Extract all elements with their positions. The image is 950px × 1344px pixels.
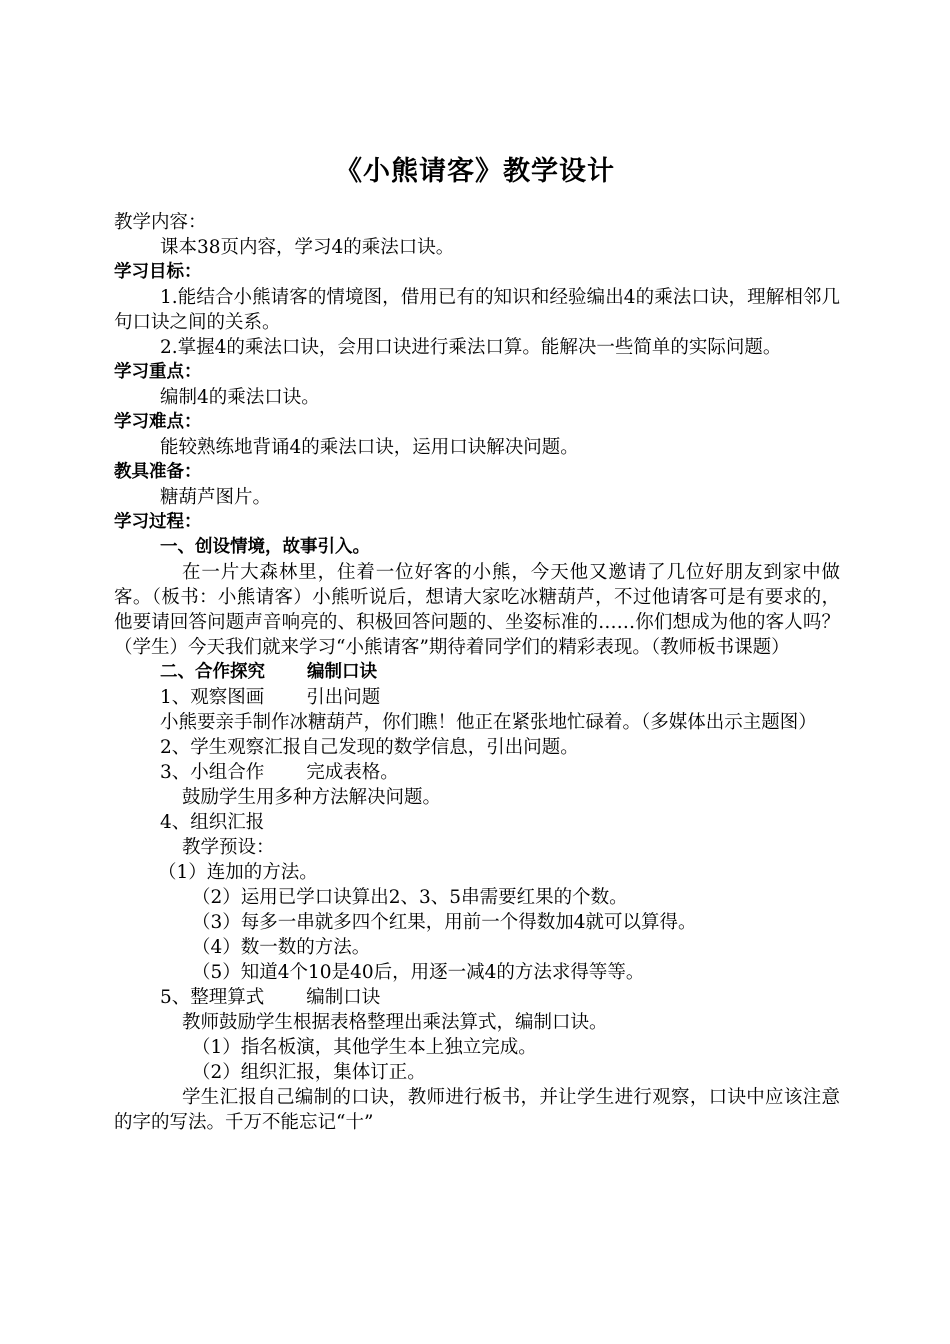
sub-item-1: （1）指名板演，其他学生本上独立完成。 [192, 1037, 537, 1058]
document-body [114, 210, 840, 1135]
subheading-step-1: 一、创设情境，故事引入。 [160, 537, 370, 557]
paragraph-difficulties: 能较熟练地背诵4的乘法口诀，运用口诀解决问题。 [160, 437, 579, 458]
paragraph-final: 学生汇报自己编制的口诀，教师进行板书，并让学生进行观察，口诀中应该注意的字的写法。千万不能忘记“十” [114, 1087, 840, 1133]
heading-materials: 教具准备： [114, 462, 202, 482]
paragraph-encourage: 鼓励学生用多种方法解决问题。 [182, 787, 442, 808]
item-organize-formulas-part-a: 5、整理算式 [160, 987, 265, 1008]
preset-2: （2）运用已学口诀算出2、3、5串需要红果的个数。 [192, 887, 628, 908]
preset-4: （4）数一数的方法。 [192, 937, 371, 958]
heading-key-points: 学习重点： [114, 362, 202, 382]
paragraph-materials: 糖葫芦图片。 [160, 487, 272, 508]
subheading-step-2-part-b: 编制口诀 [307, 662, 377, 682]
item-organize-formulas [114, 985, 840, 1010]
paragraph-teacher-encourage: 教师鼓励学生根据表格整理出乘法算式，编制口诀。 [182, 1012, 608, 1033]
item-observe [114, 685, 840, 710]
item-organize-formulas-part-b: 编制口诀 [306, 987, 381, 1008]
item-organize-report: 4、组织汇报 [160, 812, 265, 833]
item-report-info: 2、学生观察汇报自己发现的数学信息，引出问题。 [160, 737, 579, 758]
preset-1: （1）连加的方法。 [158, 862, 318, 883]
section-label-content: 教学内容： [114, 212, 207, 233]
item-observe-part-b: 引出问题 [306, 687, 381, 708]
subheading-step-2-part-a: 二、合作探究 [160, 662, 265, 682]
heading-process: 学习过程： [114, 512, 202, 532]
paragraph-observe: 小熊要亲手制作冰糖葫芦，你们瞧！他正在紧张地忙碌着。（多媒体出示主题图） [160, 712, 817, 733]
sub-item-2: （2）组织汇报，集体订正。 [192, 1062, 426, 1083]
heading-difficulties: 学习难点： [114, 412, 202, 432]
document-title: 《小熊请客》教学设计 [335, 156, 615, 187]
item-group-work [114, 760, 840, 785]
preset-3: （3）每多一串就多四个红果，用前一个得数加4就可以算得。 [192, 912, 697, 933]
paragraph-content: 课本38页内容，学习4的乘法口诀。 [160, 237, 455, 258]
paragraph-key-points: 编制4的乘法口诀。 [160, 387, 320, 408]
item-observe-part-a: 1、观察图画 [160, 687, 265, 708]
heading-objectives: 学习目标： [114, 262, 202, 282]
preset-5: （5）知道4个10是40后，用逐一减4的方法求得等等。 [192, 962, 645, 983]
paragraph-story: 在一片大森林里，住着一位好客的小熊，今天他又邀请了几位好朋友到家中做客。（板书：小熊请客）小熊听说后，想请大家吃冰糖葫芦，不过他请客可是有要求的，他要请回答问题声音响亮的、积极回答问题的、坐姿标准的……你们想成为他的客人吗？（学生）今天我们就来学习“小熊请客”期待着同学们的精彩表现。（教师板书课题） [114, 562, 840, 658]
item-group-work-part-a: 3、小组合作 [160, 762, 265, 783]
item-group-work-part-b: 完成表格。 [306, 762, 399, 783]
paragraph-objective-1: 1.能结合小熊请客的情境图，借用已有的知识和经验编出4的乘法口诀，理解相邻几句口诀之间的关系。 [114, 287, 840, 333]
paragraph-objective-2: 2.掌握4的乘法口诀，会用口诀进行乘法口算。能解决一些简单的实际问题。 [160, 337, 782, 358]
subheading-step-2 [114, 660, 840, 685]
label-teaching-preset: 教学预设： [182, 837, 275, 858]
